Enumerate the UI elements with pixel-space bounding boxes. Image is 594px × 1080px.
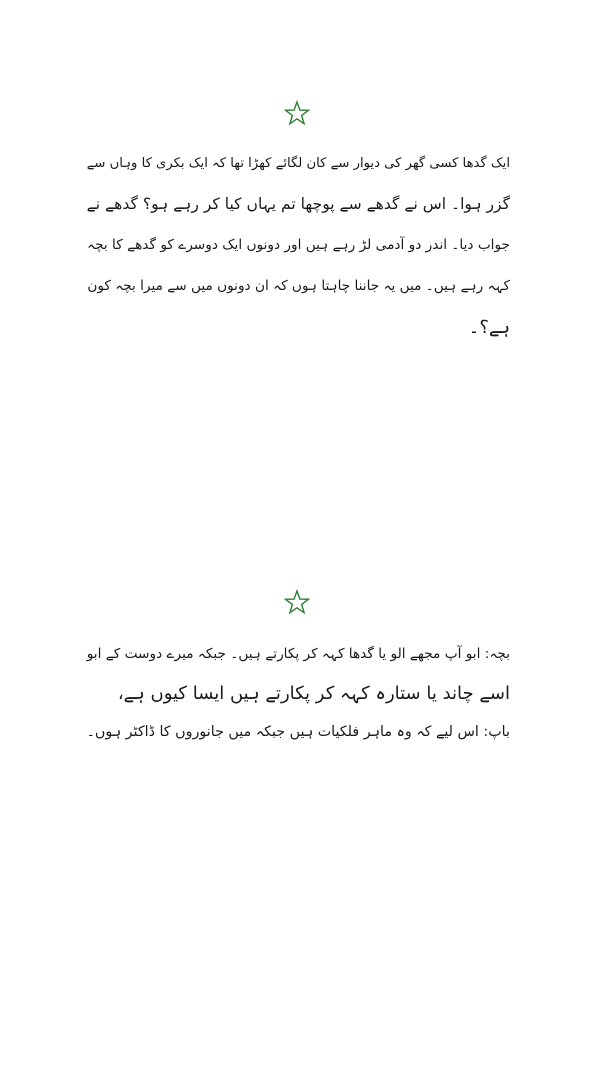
joke-line: باپ: اس لیے کہ وہ ماہر فلکیات ہیں جبکہ میں جانوروں کا ڈاکٹر ہوں۔: [86, 724, 510, 740]
joke-line: گزر ہوا۔ اس نے گدھے سے پوچھا تم یہاں کیا کر رہے ہو؟ گدھے نے: [86, 195, 510, 213]
star-icon: [284, 100, 310, 126]
joke-2-text: [78, 635, 510, 752]
joke-line: جواب دیا۔ اندر دو آدمی لڑ رہے ہیں اور دونوں ایک دوسرے کو گدھے کا بچہ: [87, 237, 510, 253]
joke-line: اسے چاند یا ستارہ کہہ کر پکارتے ہیں ایسا کیوں ہے،: [117, 683, 510, 704]
joke-1-text: [78, 143, 510, 348]
joke-line: ہے؟۔: [468, 317, 510, 338]
joke-line: کہہ رہے ہیں۔ میں یہ جاننا چاہتا ہوں کہ ان دونوں میں سے میرا بچہ کون: [87, 278, 510, 294]
joke-line: ایک گدھا کسی گھر کی دیوار سے کان لگائے کھڑا تھا کہ ایک بکری کا وہاں سے: [86, 156, 510, 171]
star-icon: [284, 589, 310, 615]
joke-line: بچہ: ابو آپ مجھے الو یا گدھا کہہ کر پکارتے ہیں۔ جبکہ میرے دوست کے ابو: [86, 646, 510, 662]
